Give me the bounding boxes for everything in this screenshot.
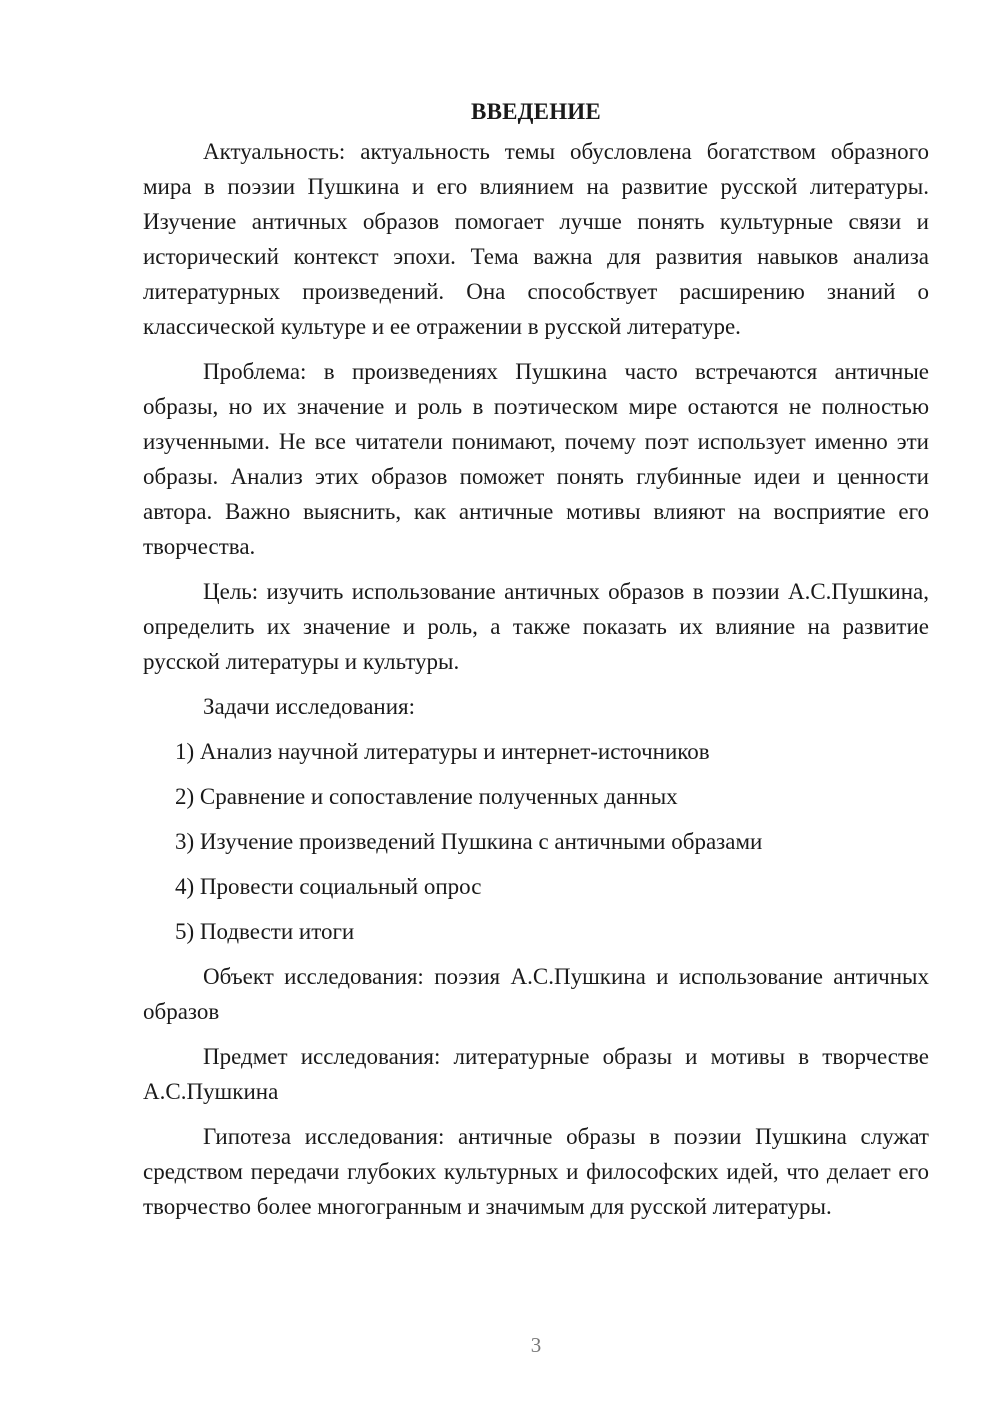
tasks-list — [143, 734, 929, 949]
relevance-paragraph: Актуальность: актуальность темы обусловлена богатством образного мира в поэзии Пушкина и его влиянием на развитие русской литературы. Изучение античных образов помогает лучше понять культурные связи и исторический контекст эпохи. Тема важна для развития навыков анализа литературных произведений. Она способствует расширению знаний о классической культуре и ее отражении в русской литературе. — [143, 139, 929, 339]
page-title: ВВЕДЕНИЕ — [471, 99, 601, 124]
task-item: 5) Подвести итоги — [175, 919, 355, 944]
subject-paragraph: Предмет исследования: литературные образы и мотивы в творчестве А.С.Пушкина — [143, 1044, 929, 1104]
page-content — [143, 95, 929, 1234]
task-item: 3) Изучение произведений Пушкина с античными образами — [175, 829, 763, 854]
task-item: 1) Анализ научной литературы и интернет-источников — [175, 739, 710, 764]
task-item: 4) Провести социальный опрос — [175, 874, 482, 899]
problem-paragraph: Проблема: в произведениях Пушкина часто встречаются античные образы, но их значение и роль в поэтическом мире остаются не полностью изученными. Не все читатели понимают, почему поэт использует именно эти образы. Анализ этих образов поможет понять глубинные идеи и ценности автора. Важно выяснить, как античные мотивы влияют на восприятие его творчества. — [143, 359, 929, 559]
hypothesis-paragraph: Гипотеза исследования: античные образы в поэзии Пушкина служат средством передачи глубоких культурных и философских идей, что делает его творчество более многогранным и значимым для русской литературы. — [143, 1124, 929, 1219]
task-item: 2) Сравнение и сопоставление полученных данных — [175, 784, 678, 809]
tasks-heading: Задачи исследования: — [203, 694, 416, 719]
page-number: 3 — [530, 1333, 542, 1357]
goal-paragraph: Цель: изучить использование античных образов в поэзии А.С.Пушкина, определить их значение и роль, а также показать их влияние на развитие русской литературы и культуры. — [143, 579, 929, 674]
object-paragraph: Объект исследования: поэзия А.С.Пушкина и использование античных образов — [143, 964, 929, 1024]
